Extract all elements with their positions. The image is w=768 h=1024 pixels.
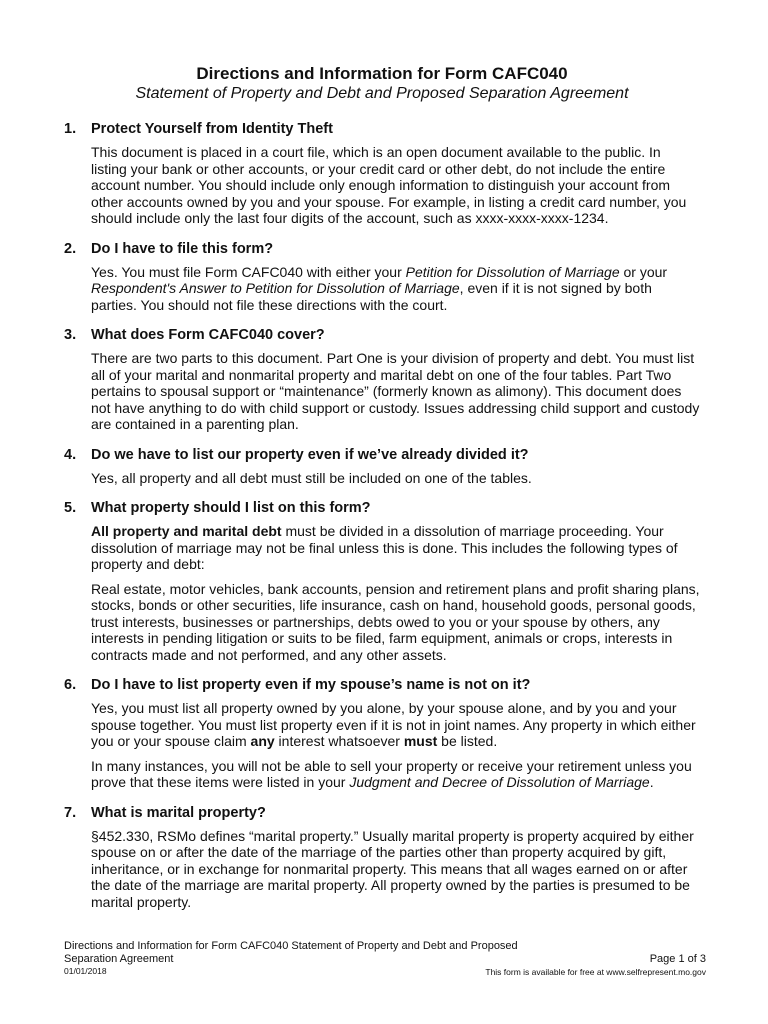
section-paragraph	[91, 700, 700, 750]
section-number: 2.	[64, 240, 77, 257]
section-heading	[64, 326, 700, 344]
section-number: 6.	[64, 677, 77, 693]
section-spouse-name	[64, 676, 700, 791]
judgment-title: Judgment and Decree of Dissolution of Marriage	[349, 774, 650, 790]
bold-phrase: All property and marital debt	[91, 523, 282, 539]
section-heading-text: Do I have to list property even if my spouse’s name is not on it?	[91, 677, 531, 693]
section-identity-theft	[64, 120, 700, 227]
section-paragraph: Yes, all property and all debt must still be included on one of the tables.	[91, 469, 532, 486]
bold-word: any	[250, 733, 275, 749]
section-heading	[64, 446, 700, 464]
section-heading-text: What is marital property?	[91, 804, 266, 821]
section-heading	[64, 676, 700, 694]
section-paragraph: There are two parts to this document. Part One is your division of property and debt. You must list all of your marital and nonmarital property and marital debt on one of the four tables. Part Two pertains to spousal support or “maintenance” (formerly known as alimony). This document does not have anything to do with child support or custody. Issues addressing child support and custody are contained in a parenting plan.	[91, 350, 700, 432]
section-paragraph: §452.330, RSMo defines “marital property.” Usually marital property is property acquired by either spouse on or after the date of the marriage of the parties other than property acquired by gift, inheritance, or in exchange for nonmarital property. This means that all wages earned on or after the date of the marriage are marital property. All property owned by the parties is presumed to be marital property.	[91, 827, 694, 910]
footer-form-title: Directions and Information for Form CAFC040 Statement of Property and Debt and Proposed Separation Agreement	[64, 940, 518, 965]
section-paragraph: This document is placed in a court file, which is an open document available to the public. In listing your bank or other accounts, or your credit card or other debt, do not include the entire account number. You should include only enough information to distinguish your account from other accounts owned by you and your spouse. For example, in listing a credit card number, you should include only the last four digits of the account, such as xxxx-xxxx-xxxx-1234.	[91, 144, 687, 226]
section-number: 4.	[64, 446, 77, 463]
section-heading-text: What property should I list on this form?	[91, 500, 371, 516]
section-number: 7.	[64, 804, 77, 821]
section-marital-property	[64, 804, 700, 911]
section-paragraph: Real estate, motor vehicles, bank accounts, pension and retirement plans and profit sharing plans, stocks, bonds or other securities, life insurance, cash on hand, household goods, personal goods, trust interests, businesses or partnerships, debts owed to you or your spouse by others, any interests in pending litigation or suits to be filed, farm equipment, animals or crops, interests in contracts made and not performed, and any other assets.	[91, 580, 700, 663]
text-run: be listed.	[437, 733, 498, 749]
text-run: or your	[619, 263, 668, 280]
section-file-form	[64, 240, 700, 314]
section-form-coverage	[64, 326, 700, 433]
document-subtitle: Statement of Property and Debt and Proposed Separation Agreement	[135, 85, 629, 102]
section-heading	[64, 804, 700, 822]
page-footer	[64, 940, 706, 976]
section-paragraph	[91, 264, 700, 314]
bold-word: must	[403, 733, 438, 749]
section-number: 1.	[64, 121, 77, 137]
section-heading	[64, 240, 700, 258]
document-title: Directions and Information for Form CAFC040	[196, 64, 568, 83]
section-property-to-list	[64, 499, 700, 663]
text-run: In many instances, you will not be able to sell your property or receive your retirement unless you prove that these items were listed in your	[91, 757, 692, 790]
section-heading	[64, 499, 700, 517]
section-paragraph	[91, 523, 700, 573]
footer-date: 01/01/2018	[64, 966, 107, 976]
text-run: , even if it is not signed by both parties. You should not file these directions with the court.	[91, 280, 652, 313]
footer-right-block	[485, 953, 706, 978]
section-number: 3.	[64, 327, 77, 343]
text-run: Yes. You must file Form CAFC040 with either your	[91, 263, 406, 280]
text-run: .	[649, 774, 654, 790]
petition-title: Petition for Dissolution of Marriage	[405, 263, 620, 280]
section-number: 5.	[64, 500, 77, 516]
text-run: Yes, you must list all property owned by you alone, by your spouse alone, and by you and your spouse together. You must list property even if it is not in joint names. Any property in which either you or your spouse claim	[91, 700, 696, 749]
section-heading-text: What does Form CAFC040 cover?	[91, 327, 325, 343]
page-number: Page 1 of 3	[649, 953, 706, 965]
text-run: must be divided in a dissolution of marriage proceeding. Your dissolution of marriage may not be final unless this is done. This includes the following types of property and debt:	[91, 523, 678, 572]
text-run: interest whatsoever	[274, 733, 404, 749]
answer-title: Respondent's Answer to Petition for Dissolution of Marriage	[91, 280, 460, 296]
availability-note: This form is available for free at www.selfrepresent.mo.gov	[485, 967, 706, 977]
section-heading	[64, 120, 700, 138]
section-heading-text: Do we have to list our property even if we’ve already divided it?	[91, 446, 529, 463]
section-paragraph	[91, 758, 700, 791]
section-heading-text: Do I have to file this form?	[91, 240, 274, 257]
section-already-divided	[64, 446, 700, 487]
section-heading-text: Protect Yourself from Identity Theft	[91, 121, 333, 137]
